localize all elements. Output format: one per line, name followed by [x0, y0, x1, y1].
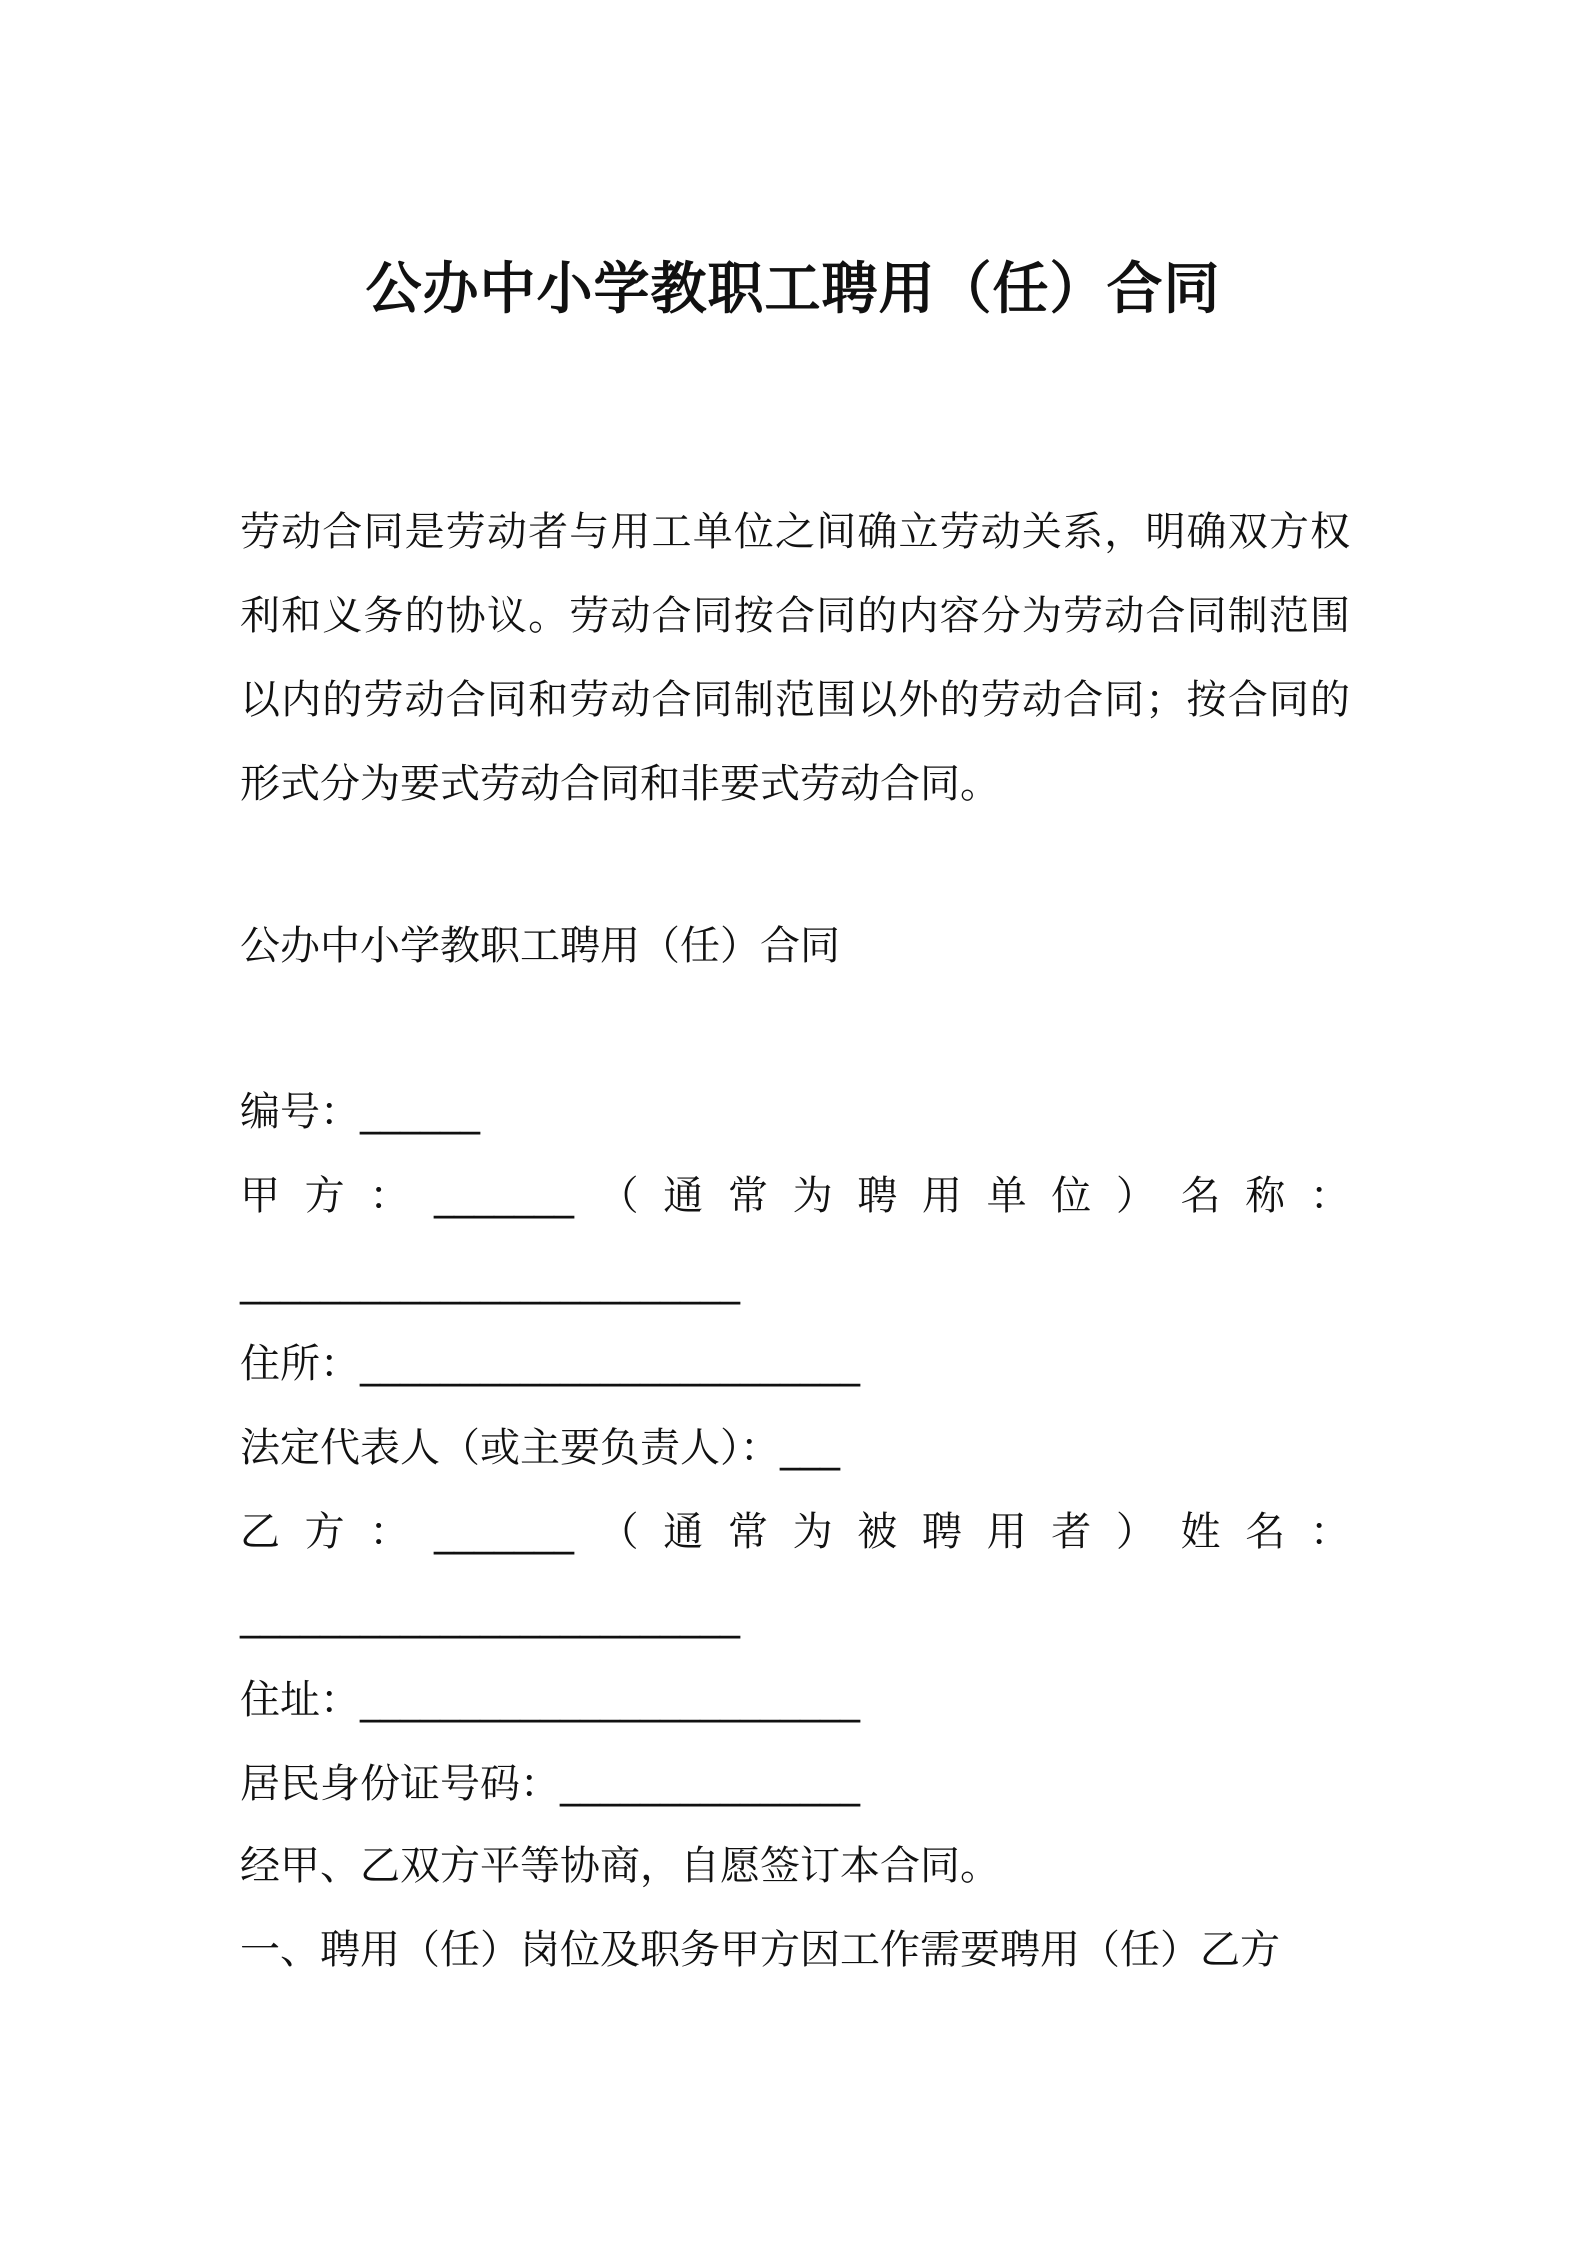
party-b-char: 方: [304, 1509, 345, 1555]
party-b-char: （: [598, 1509, 639, 1555]
party-b-char: 者: [1051, 1509, 1092, 1555]
document-title: 公办中小学教职工聘用（任）合同: [365, 257, 1221, 322]
party-a-char: （: [598, 1173, 639, 1219]
party-a-char: 用: [921, 1173, 962, 1219]
party-a-char: 聘: [857, 1173, 898, 1219]
party-b-char: 常: [727, 1509, 768, 1555]
party-a-line: [240, 1168, 1350, 1224]
party-a-char: ）: [1115, 1173, 1156, 1219]
party-b-char: 用: [986, 1509, 1027, 1555]
contract-subtitle: 公办中小学教职工聘用（任）合同: [240, 923, 840, 969]
party-b-char: ：: [1309, 1509, 1350, 1555]
party-b-id-number-line: 居民身份证号码：_______________: [240, 1761, 860, 1807]
clause-1-heading: 一、聘用（任）岗位及职务甲方因工作需要聘用（任）乙方: [240, 1927, 1280, 1973]
party-a-address-line: 住所：_________________________: [240, 1341, 860, 1387]
party-a-representative-line: 法定代表人（或主要负责人）：___: [240, 1425, 840, 1471]
party-b-address-line: 住址：_________________________: [240, 1677, 860, 1723]
party-a-char: 位: [1051, 1173, 1092, 1219]
party-a-char: 甲: [240, 1173, 280, 1219]
party-b-char: ）: [1115, 1509, 1156, 1555]
agreement-statement: 经甲、乙双方平等协商，自愿签订本合同。: [240, 1843, 1000, 1889]
party-a-char: 常: [727, 1173, 768, 1219]
party-a-char: ：: [369, 1173, 410, 1219]
party-a-char: 方: [304, 1173, 345, 1219]
party-b-char: 通: [663, 1509, 704, 1555]
party-b-name-blank: _________________________: [240, 1593, 740, 1639]
party-a-char: 通: [663, 1173, 704, 1219]
party-a-char: _______: [433, 1173, 574, 1219]
party-b-char: _______: [433, 1509, 574, 1555]
party-a-char: 称: [1245, 1173, 1286, 1219]
party-b-char: 名: [1245, 1509, 1286, 1555]
party-a-char: 为: [792, 1173, 833, 1219]
party-a-char: 单: [986, 1173, 1027, 1219]
party-b-line: [240, 1504, 1350, 1560]
party-a-char: 名: [1180, 1173, 1221, 1219]
party-b-char: 姓: [1180, 1509, 1221, 1555]
party-a-name-blank: _________________________: [240, 1259, 740, 1305]
party-b-char: 聘: [921, 1509, 962, 1555]
party-b-char: 为: [792, 1509, 833, 1555]
contract-number-line: 编号：______: [240, 1089, 480, 1135]
intro-paragraph: 劳动合同是劳动者与用工单位之间确立劳动关系，明确双方权利和义务的协议。劳动合同按合同的内容分为劳动合同制范围以内的劳动合同和劳动合同制范围以外的劳动合同；按合同的形式分为要式劳动合同和非要式劳动合同。: [240, 509, 1350, 807]
party-b-char: 被: [857, 1509, 898, 1555]
party-b-char: ：: [369, 1509, 410, 1555]
party-a-char: ：: [1309, 1173, 1350, 1219]
party-b-char: 乙: [240, 1509, 280, 1555]
